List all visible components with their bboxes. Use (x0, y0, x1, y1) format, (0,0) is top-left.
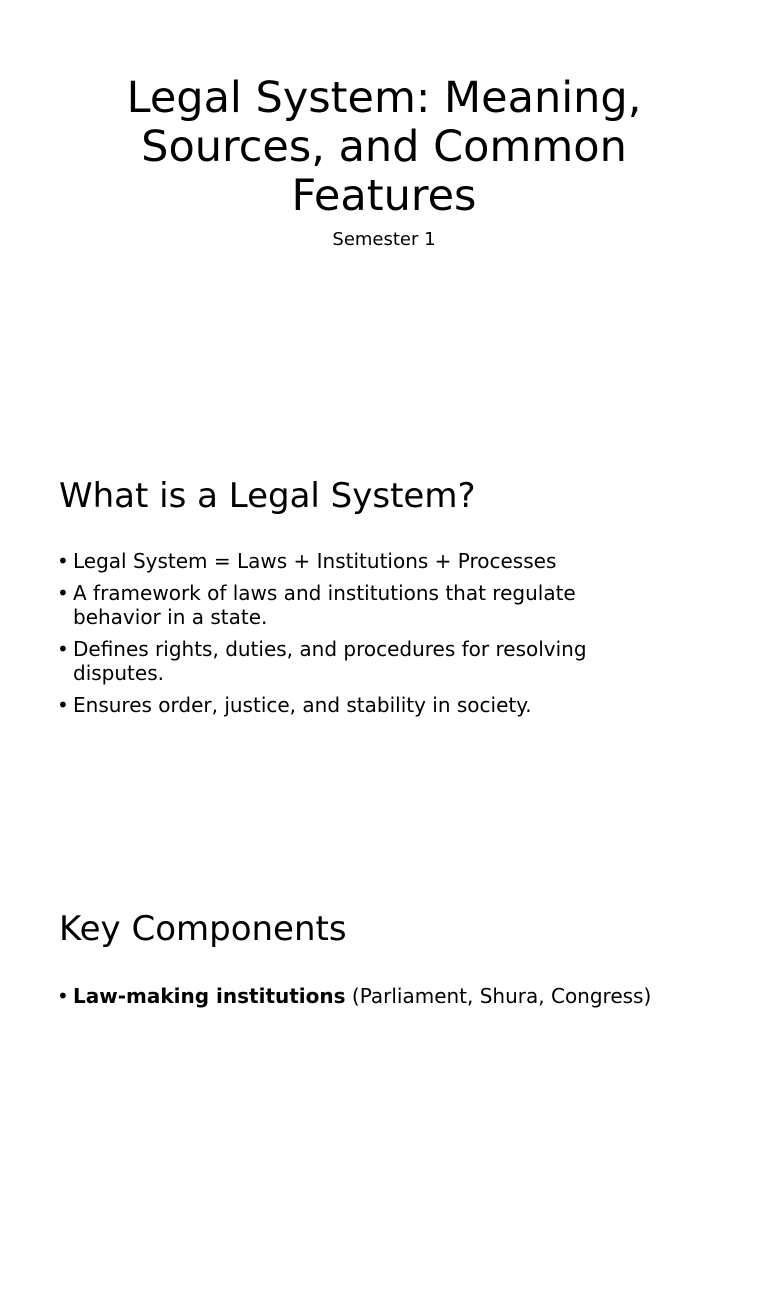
title-line-2: Sources, and Common (141, 122, 627, 172)
list-item (57, 693, 657, 717)
bullet-list (57, 984, 657, 1016)
subtitle: Semester 1 (332, 229, 436, 250)
page-title (60, 74, 708, 221)
slide-what-is-legal-system (0, 432, 768, 864)
bullet-text: A framework of laws and institutions that regulate behavior in a state. (73, 581, 576, 629)
bullet-text: Ensures order, justice, and stability in society. (73, 693, 532, 717)
bullet-text: Legal System = Laws + Institutions + Processes (73, 549, 557, 573)
bullet-bold-text: Law-making institutions (73, 984, 346, 1008)
bullet-icon: • (57, 693, 69, 717)
title-slide (0, 0, 768, 432)
list-item (57, 549, 657, 573)
bullet-icon: • (57, 581, 69, 605)
list-item (57, 637, 657, 685)
title-line-3: Features (291, 171, 477, 221)
list-item (57, 984, 657, 1008)
list-item (57, 581, 657, 629)
bullet-icon: • (57, 549, 69, 573)
section-heading: What is a Legal System? (59, 476, 476, 516)
title-line-1: Legal System: Meaning, (126, 73, 642, 123)
slide-key-components (0, 864, 768, 1296)
bullet-text: Defines rights, duties, and procedures for resolving disputes. (73, 637, 587, 685)
bullet-icon: • (57, 637, 69, 661)
section-heading: Key Components (59, 909, 347, 949)
bullet-icon: • (57, 984, 69, 1008)
bullet-list (57, 549, 657, 725)
bullet-text: (Parliament, Shura, Congress) (345, 984, 652, 1008)
